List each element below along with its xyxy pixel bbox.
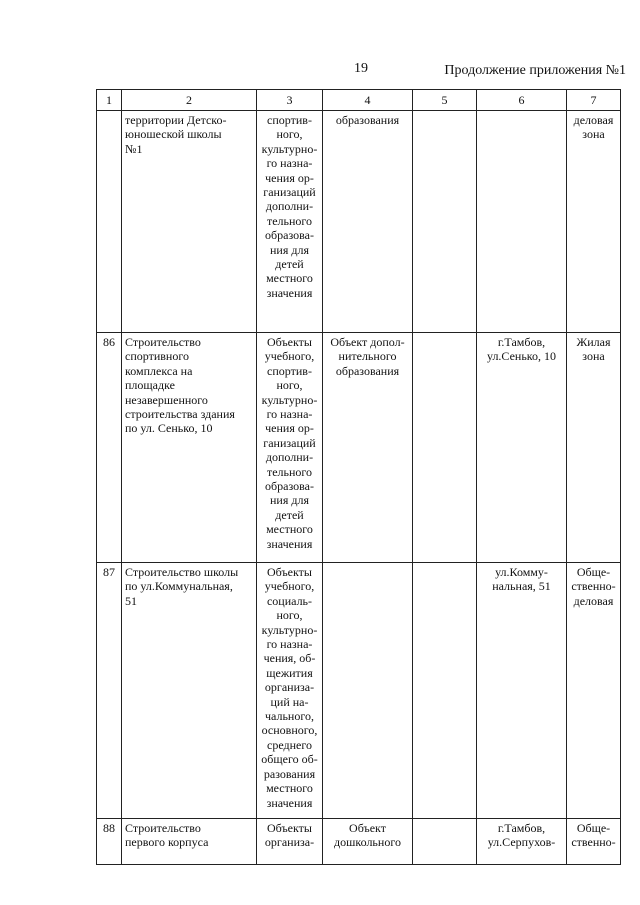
zone-cell: Обще- ственно- деловая xyxy=(567,563,621,819)
table-row xyxy=(97,819,621,865)
column-header: 7 xyxy=(567,90,621,111)
column-5-cell xyxy=(413,111,477,333)
row-number-cell: 88 xyxy=(97,819,122,865)
column-header: 1 xyxy=(97,90,122,111)
object-type-cell: Объекты учебного, социаль- ного, культурно- го назна- чения, об- щежития организа- ций на- чального, основного, среднего общего об- разования местного значения xyxy=(257,563,323,819)
object-purpose-cell xyxy=(323,563,413,819)
zone-cell: Обще- ственно- xyxy=(567,819,621,865)
object-name-cell: Строительство первого корпуса xyxy=(122,819,257,865)
appendix-table xyxy=(96,89,621,865)
location-cell xyxy=(477,111,567,333)
zone-cell: Жилая зона xyxy=(567,333,621,563)
zone-cell: деловая зона xyxy=(567,111,621,333)
object-name-cell: территории Детско- юношеской школы №1 xyxy=(122,111,257,333)
location-cell: ул.Комму- нальная, 51 xyxy=(477,563,567,819)
table-header-row xyxy=(97,90,621,111)
column-header: 6 xyxy=(477,90,567,111)
table-row xyxy=(97,563,621,819)
column-header: 3 xyxy=(257,90,323,111)
column-5-cell xyxy=(413,563,477,819)
column-header: 5 xyxy=(413,90,477,111)
column-header: 4 xyxy=(323,90,413,111)
object-name-cell: Строительство спортивного комплекса на площадке незавершенного строительства здания по ул. Сенько, 10 xyxy=(122,333,257,563)
row-number-cell xyxy=(97,111,122,333)
row-number-cell: 87 xyxy=(97,563,122,819)
table-row xyxy=(97,111,621,333)
column-header: 2 xyxy=(122,90,257,111)
column-5-cell xyxy=(413,333,477,563)
object-name-cell: Строительство школы по ул.Коммунальная, 51 xyxy=(122,563,257,819)
column-5-cell xyxy=(413,819,477,865)
page-number: 19 xyxy=(354,61,368,76)
object-type-cell: спортив- ного, культурно- го назна- чения ор- ганизаций дополни- тельного образова- ния для детей местного значения xyxy=(257,111,323,333)
object-type-cell: Объекты организа- xyxy=(257,819,323,865)
object-purpose-cell: Объект дошкольного xyxy=(323,819,413,865)
object-purpose-cell: Объект допол- нительного образования xyxy=(323,333,413,563)
location-cell: г.Тамбов, ул.Серпухов- xyxy=(477,819,567,865)
appendix-caption: Продолжение приложения №1 xyxy=(444,63,626,78)
object-purpose-cell: образования xyxy=(323,111,413,333)
row-number-cell: 86 xyxy=(97,333,122,563)
location-cell: г.Тамбов, ул.Сенько, 10 xyxy=(477,333,567,563)
object-type-cell: Объекты учебного, спортив- ного, культурно- го назна- чения ор- ганизаций дополни- тельного образова- ния для детей местного значения xyxy=(257,333,323,563)
table-row xyxy=(97,333,621,563)
